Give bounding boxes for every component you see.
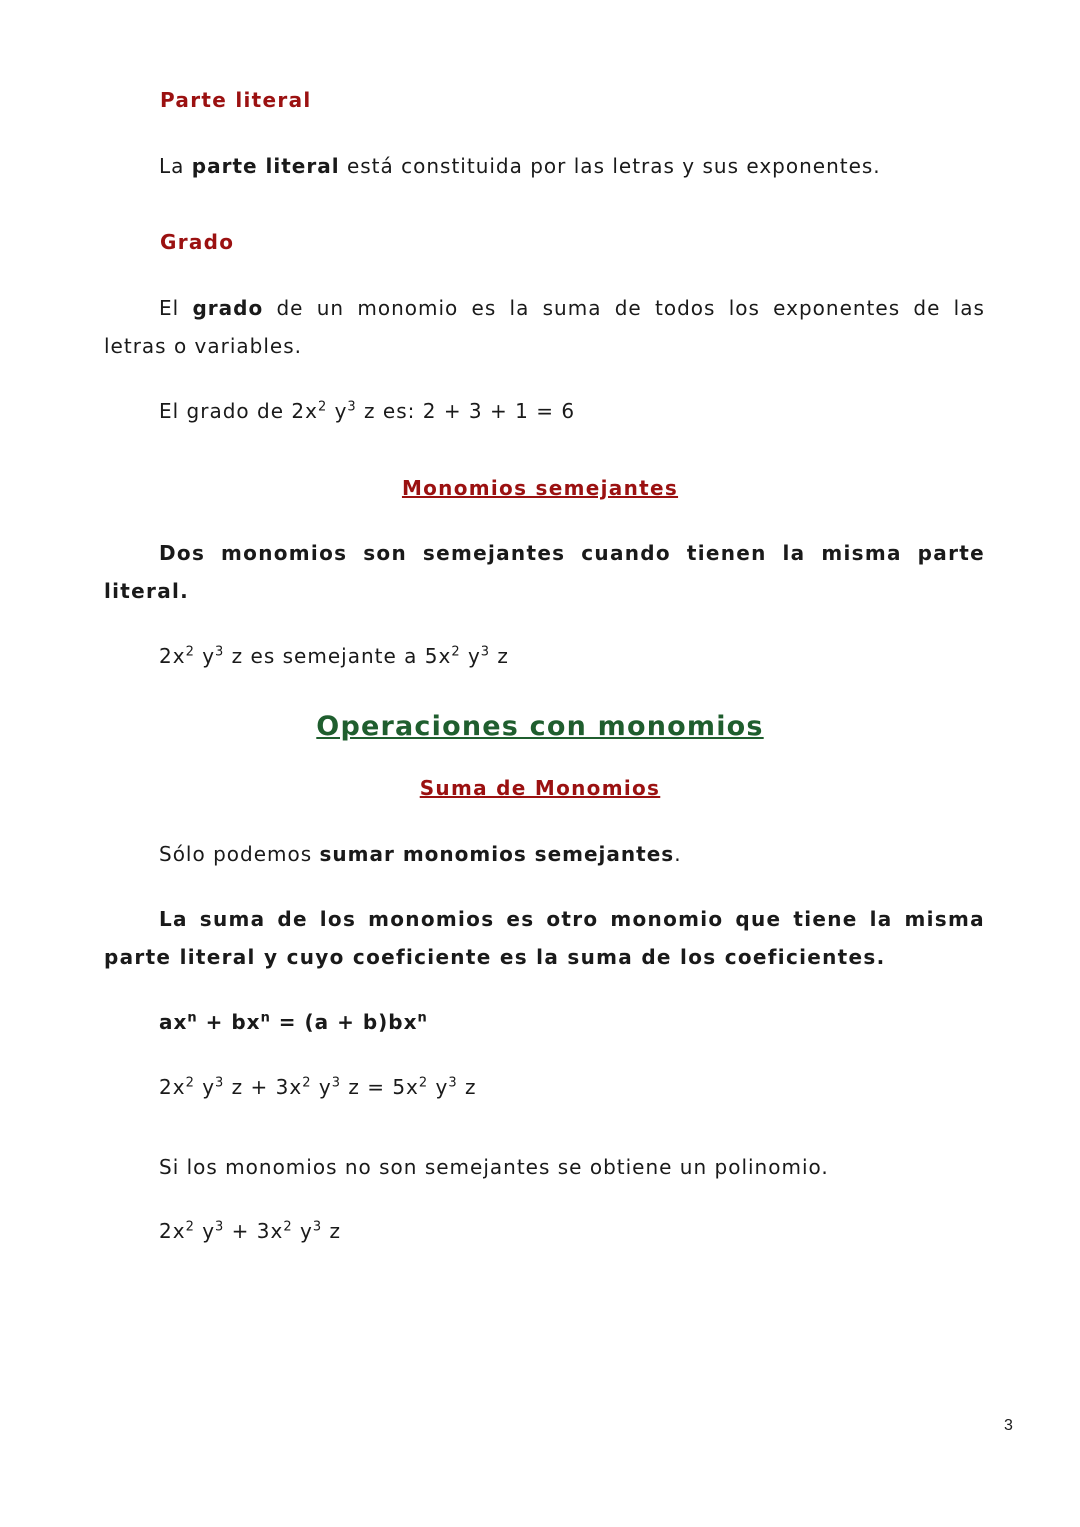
grado-word: la bbox=[509, 296, 530, 320]
exponent: 2 bbox=[418, 1075, 429, 1091]
math-text: y bbox=[311, 1075, 332, 1099]
suma-rule-line1 bbox=[159, 907, 985, 931]
exponent: n bbox=[417, 1010, 428, 1026]
semejantes-example bbox=[159, 644, 509, 668]
grado-example bbox=[159, 399, 575, 423]
suma-example bbox=[159, 1075, 477, 1099]
word: la bbox=[782, 541, 806, 565]
math-text: = (a + b)bx bbox=[270, 1010, 418, 1034]
grado-definition-line2: letras o variables. bbox=[104, 334, 303, 358]
parte-literal-pre: La bbox=[159, 154, 192, 178]
word: otro bbox=[546, 907, 599, 931]
semejantes-definition-line2: literal. bbox=[104, 579, 190, 603]
math-text: El grado de 2x bbox=[159, 399, 318, 423]
word: La bbox=[159, 907, 188, 931]
math-text: 2x bbox=[159, 1219, 186, 1243]
grado-definition-line1 bbox=[159, 296, 985, 320]
heading-monomios-semejantes: Monomios semejantes bbox=[401, 476, 679, 500]
math-text: z bbox=[322, 1219, 341, 1243]
math-text: ax bbox=[159, 1010, 188, 1034]
heading-parte-literal: Parte literal bbox=[160, 88, 312, 112]
math-text: 2x bbox=[159, 1075, 186, 1099]
math-text: z es: 2 + 3 + 1 = 6 bbox=[356, 399, 576, 423]
word: es bbox=[506, 907, 535, 931]
math-text: + 3x bbox=[224, 1219, 284, 1243]
exponent: 2 bbox=[451, 644, 461, 660]
word: cuando bbox=[581, 541, 671, 565]
word: monomios bbox=[221, 541, 348, 565]
math-text: y bbox=[194, 644, 216, 668]
word: Dos bbox=[159, 541, 206, 565]
grado-word-bold: grado bbox=[192, 296, 264, 320]
grado-word: todos bbox=[654, 296, 716, 320]
grado-word: monomio bbox=[357, 296, 459, 320]
math-text: + bx bbox=[197, 1010, 261, 1034]
grado-word: las bbox=[953, 296, 985, 320]
math-text: y bbox=[428, 1075, 449, 1099]
exponent: 2 bbox=[185, 644, 195, 660]
grado-word: un bbox=[316, 296, 345, 320]
non-similar-note: Si los monomios no son semejantes se obtiene un polinomio. bbox=[159, 1155, 829, 1179]
math-text: z = 5x bbox=[340, 1075, 419, 1099]
word: suma bbox=[199, 907, 266, 931]
word: tienen bbox=[686, 541, 767, 565]
grado-word: los bbox=[728, 296, 760, 320]
math-text: y bbox=[194, 1075, 216, 1099]
word: monomios bbox=[368, 907, 495, 931]
grado-word: El bbox=[159, 296, 180, 320]
math-text: y bbox=[194, 1219, 216, 1243]
word: la bbox=[869, 907, 893, 931]
exponent: 3 bbox=[215, 1219, 225, 1235]
math-text: z bbox=[457, 1075, 477, 1099]
word: semejantes bbox=[422, 541, 566, 565]
math-text: y bbox=[292, 1219, 313, 1243]
exponent: 3 bbox=[331, 1075, 341, 1091]
word: misma bbox=[821, 541, 902, 565]
grado-word: de bbox=[276, 296, 304, 320]
polinomio-example bbox=[159, 1219, 341, 1243]
grado-word: es bbox=[471, 296, 497, 320]
exponent: n bbox=[260, 1010, 271, 1026]
exponent: 3 bbox=[215, 644, 225, 660]
exponent: 3 bbox=[347, 399, 357, 415]
word: tiene bbox=[793, 907, 858, 931]
math-text: z + 3x bbox=[224, 1075, 303, 1099]
exponent: 2 bbox=[185, 1219, 195, 1235]
exponent: 2 bbox=[302, 1075, 312, 1091]
exponent: 2 bbox=[283, 1219, 293, 1235]
suma-only-similar bbox=[159, 842, 682, 866]
suma-rule-line2: parte literal y cuyo coeficiente es la suma de los coeficientes. bbox=[104, 945, 886, 969]
parte-literal-bold: parte literal bbox=[191, 154, 340, 178]
semejantes-definition-line1 bbox=[159, 541, 985, 565]
exponent: 3 bbox=[448, 1075, 458, 1091]
parte-literal-definition bbox=[159, 154, 881, 178]
grado-word: de bbox=[913, 296, 941, 320]
grado-word: suma bbox=[542, 296, 602, 320]
word: parte bbox=[917, 541, 985, 565]
word: de bbox=[277, 907, 308, 931]
text: Sólo podemos bbox=[159, 842, 320, 866]
word: monomio bbox=[610, 907, 724, 931]
exponent: 3 bbox=[312, 1219, 323, 1235]
word: que bbox=[735, 907, 782, 931]
word: los bbox=[319, 907, 357, 931]
exponent: n bbox=[187, 1010, 198, 1026]
math-text: z bbox=[490, 644, 509, 668]
word: misma bbox=[904, 907, 985, 931]
grado-word: exponentes bbox=[773, 296, 901, 320]
grado-word: de bbox=[614, 296, 642, 320]
heading-suma-de-monomios: Suma de Monomios bbox=[419, 776, 661, 800]
math-text: y bbox=[460, 644, 481, 668]
suma-formula bbox=[159, 1010, 428, 1034]
text-bold: sumar monomios semejantes bbox=[319, 842, 675, 866]
text: . bbox=[674, 842, 682, 866]
math-text: z es semejante a 5x bbox=[224, 644, 452, 668]
page-number: 3 bbox=[1004, 1417, 1013, 1434]
math-text: 2x bbox=[159, 644, 186, 668]
exponent: 2 bbox=[317, 399, 328, 415]
exponent: 3 bbox=[215, 1075, 225, 1091]
heading-operaciones-con-monomios: Operaciones con monomios bbox=[316, 711, 764, 742]
heading-grado: Grado bbox=[160, 230, 235, 254]
word: son bbox=[363, 541, 408, 565]
exponent: 3 bbox=[480, 644, 491, 660]
math-text: y bbox=[327, 399, 348, 423]
parte-literal-post: está constituida por las letras y sus exponentes. bbox=[339, 154, 881, 178]
exponent: 2 bbox=[185, 1075, 195, 1091]
